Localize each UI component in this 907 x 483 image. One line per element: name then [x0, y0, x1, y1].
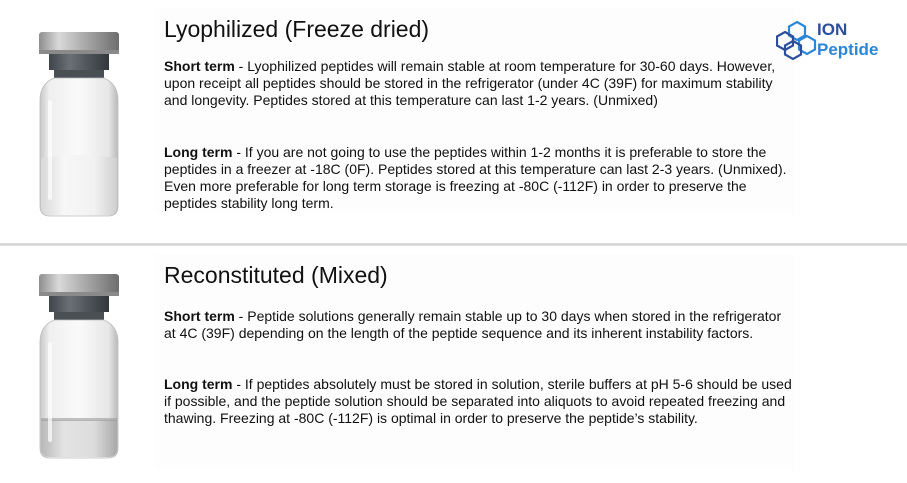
reconstituted-section [0, 246, 907, 483]
lyophilized-heading: Lyophilized (Freeze dried) [164, 16, 430, 42]
short-term-text: - Peptide solutions generally remain stable up to 30 days when stored in the refrigerator at 4C (39F) depending on the length of the peptide sequence and its inherent instability factors. [164, 308, 782, 341]
reconstituted-heading: Reconstituted (Mixed) [164, 262, 388, 288]
reconstituted-long-term-paragraph [164, 376, 794, 427]
long-term-text: - If you are not going to use the peptides within 1-2 months it is preferable to store the peptides in a freezer at -18C (0F). Peptides stored at this temperature can last 2-3 years. (Unmixed). Even more preferable for long term storage is freezing at -80C (-112F) in order to preserve the peptides stability long term. [164, 144, 787, 211]
logo-text-peptide: Peptide [817, 40, 879, 59]
logo-text-ion: ION [817, 20, 848, 39]
short-term-label: Short term [164, 58, 235, 74]
short-term-text: - Lyophilized peptides will remain stable at room temperature for 30-60 days. However, upon receipt all peptides should be stored in the refrigerator (under 4C (39F) for maximum stability and longevity. Peptides stored at this temperature can last 1-2 years. (Unmixed) [164, 58, 776, 108]
lyophilized-long-term-paragraph [164, 144, 794, 212]
hexagon-cluster-icon [776, 20, 820, 62]
ion-peptide-logo [776, 20, 896, 62]
long-term-label: Long term [164, 376, 233, 392]
long-term-label: Long term [164, 144, 233, 160]
lyophilized-text-panel [155, 8, 795, 213]
liquid-vial-image [36, 272, 122, 460]
reconstituted-text-panel [155, 254, 795, 469]
powder-vial-image [36, 30, 122, 218]
short-term-label: Short term [164, 308, 235, 324]
reconstituted-short-term-paragraph [164, 308, 794, 342]
lyophilized-short-term-paragraph [164, 58, 794, 109]
long-term-text: - If peptides absolutely must be stored in solution, sterile buffers at pH 5-6 should be used if possible, and the peptide solution should be separated into aliquots to avoid repeated freezing and thawing. Freezing at -80C (-112F) is optimal in order to preserve the peptide’s stability. [164, 376, 792, 426]
